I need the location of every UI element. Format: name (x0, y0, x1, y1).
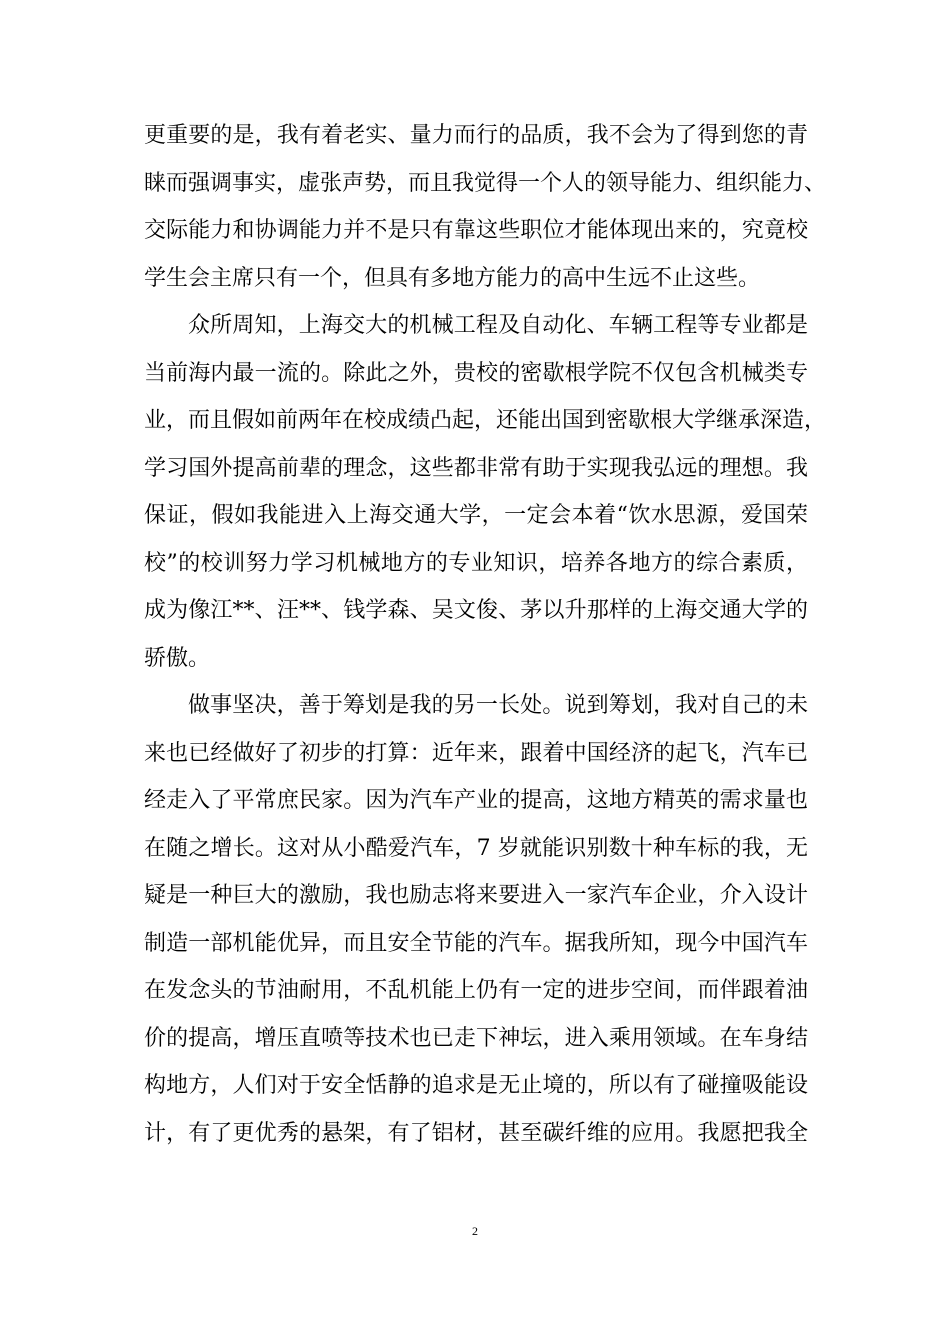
paragraph-line: 计，有了更优秀的悬架，有了铝材，甚至碳纤维的应用。我愿把我全 (144, 1120, 808, 1146)
paragraph-line: 来也已经做好了初步的打算：近年来，跟着中国经济的起飞，汽车已 (144, 740, 808, 766)
paragraph-line: 构地方，人们对于安全恬静的追求是无止境的，所以有了碰撞吸能设 (144, 1073, 808, 1098)
paragraph-line: 疑是一种巨大的激励，我也励志将来要进入一家汽车企业，介入设计 (144, 883, 808, 908)
paragraph-line: 学习国外提高前辈的理念，这些都非常有助于实现我弘远的理想。我 (144, 455, 808, 481)
paragraph (144, 112, 827, 302)
paragraph-line: 经走入了平常庶民家。因为汽车产业的提高，这地方精英的需求量也 (144, 788, 808, 813)
paragraph-line: 校”的校训努力学习机械地方的专业知识，培养各地方的综合素质， (144, 550, 808, 576)
paragraph (144, 302, 827, 682)
paragraph-line: 学生会主席只有一个，但具有多地方能力的高中生远不止这些。 (144, 265, 761, 291)
paragraph-line: 价的提高，增压直喷等技术也已走下神坛，进入乘用领域。在车身结 (144, 1025, 808, 1051)
paragraph-line: 保证，假如我能进入上海交通大学，一定会本着“饮水思源，爱国荣 (144, 503, 808, 528)
paragraph-line: 众所周知，上海交大的机械工程及自动化、车辆工程等专业都是 (188, 313, 808, 338)
paragraph-line: 业，而且假如前两年在校成绩凸起，还能出国到密歇根大学继承深造， (144, 408, 827, 433)
paragraph-line: 睐而强调事实，虚张声势，而且我觉得一个人的领导能力、组织能力、 (144, 170, 827, 196)
paragraph-line: 骄傲。 (144, 645, 211, 671)
paragraph-line: 交际能力和协调能力并不是只有靠这些职位才能体现出来的，究竟校 (144, 218, 808, 243)
paragraph-line: 在发念头的节油耐用，不乱机能上仍有一定的进步空间，而伴跟着油 (144, 978, 808, 1003)
paragraph (144, 682, 808, 1157)
paragraph-line: 成为像江**、汪**、钱学森、吴文俊、茅以升那样的上海交通大学的 (144, 598, 808, 623)
page-number: 2 (472, 1224, 478, 1238)
paragraph-line: 做事坚决，善于筹划是我的另一长处。说到筹划，我对自己的未 (188, 693, 808, 718)
paragraph-line: 当前海内最一流的。除此之外，贵校的密歇根学院不仅包含机械类专 (144, 360, 808, 386)
document-body (144, 112, 827, 1157)
paragraph-line: 制造一部机能优异，而且安全节能的汽车。据我所知，现今中国汽车 (144, 930, 808, 956)
paragraph-line: 更重要的是，我有着老实、量力而行的品质，我不会为了得到您的青 (144, 123, 808, 148)
paragraph-line: 在随之增长。这对从小酷爱汽车，7 岁就能识别数十种车标的我，无 (144, 835, 808, 861)
